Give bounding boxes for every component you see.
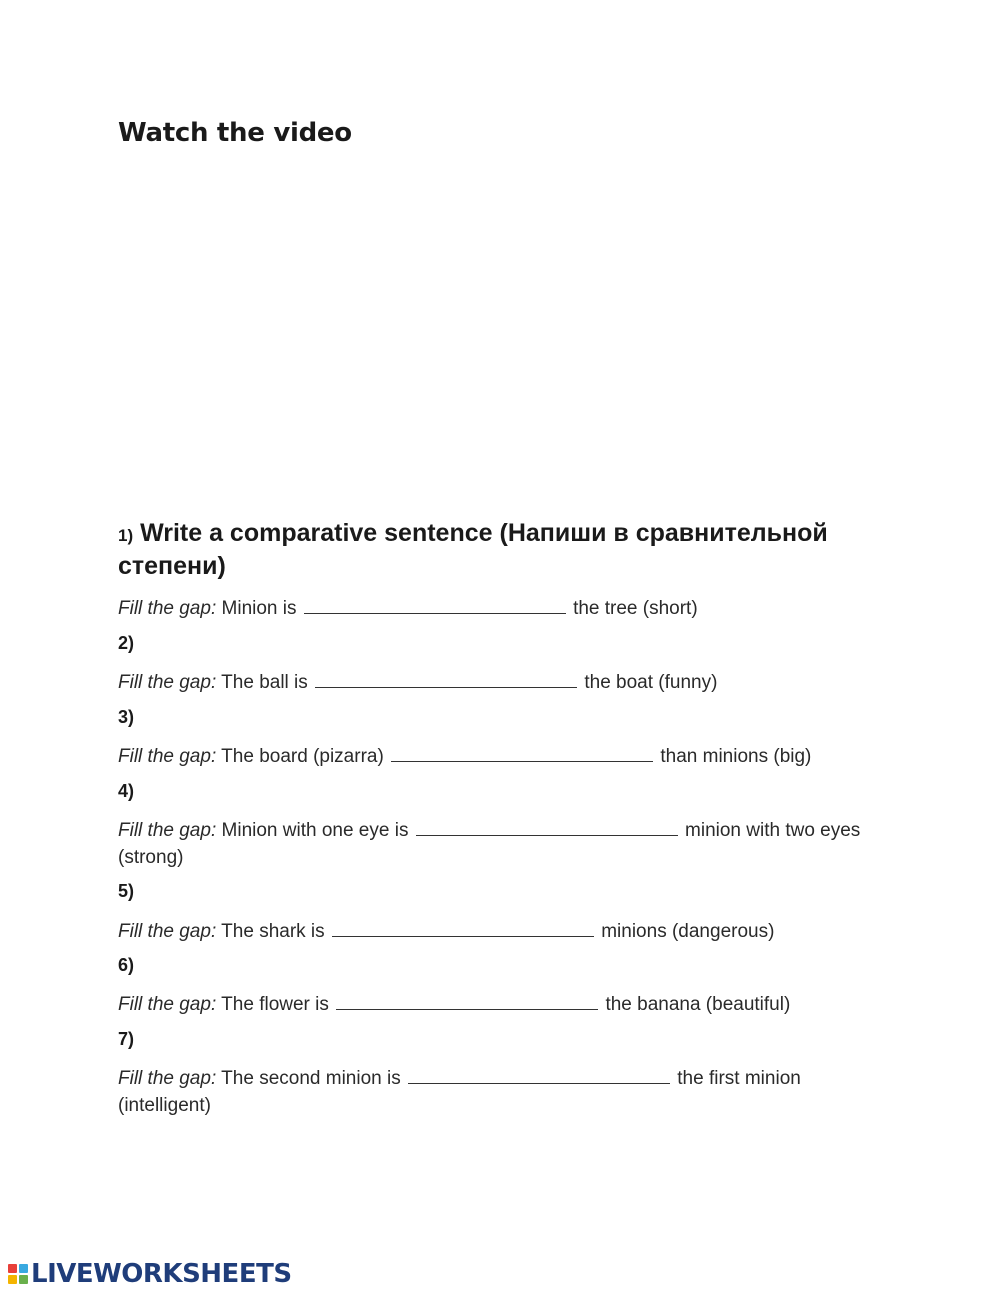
item-number: 7) bbox=[118, 1029, 135, 1049]
list-item bbox=[118, 918, 888, 945]
exercise-heading bbox=[118, 518, 898, 582]
sentence-start: The board (pizarra) bbox=[221, 746, 384, 767]
sentence-end: than minions (big) bbox=[660, 746, 812, 767]
answer-gap[interactable] bbox=[408, 1065, 670, 1084]
sentence-start: Minion is bbox=[221, 598, 297, 619]
page-title: Watch the video bbox=[118, 118, 352, 148]
fill-gap-label: Fill the gap: bbox=[118, 746, 217, 767]
sentence-start: The flower is bbox=[221, 994, 329, 1015]
sentence-start: The second minion is bbox=[221, 1068, 401, 1089]
answer-gap[interactable] bbox=[336, 991, 598, 1010]
list-item bbox=[118, 595, 888, 622]
item-number: 4) bbox=[118, 781, 135, 801]
sentence-start: Minion with one eye is bbox=[221, 820, 409, 841]
list-item bbox=[118, 991, 888, 1018]
fill-gap-label: Fill the gap: bbox=[118, 921, 217, 942]
fill-gap-label: Fill the gap: bbox=[118, 672, 217, 693]
liveworksheets-logo bbox=[8, 1259, 292, 1289]
item-number: 5) bbox=[118, 881, 135, 901]
fill-gap-label: Fill the gap: bbox=[118, 598, 217, 619]
sentence-end: the boat (funny) bbox=[584, 672, 718, 693]
item-number: 3) bbox=[118, 707, 135, 727]
answer-gap[interactable] bbox=[391, 743, 653, 762]
sentence-end: the tree (short) bbox=[573, 598, 698, 619]
sentence-end: the first minion (intelligent) bbox=[118, 1068, 801, 1116]
fill-gap-label: Fill the gap: bbox=[118, 820, 217, 841]
list-item bbox=[118, 669, 888, 696]
answer-gap[interactable] bbox=[315, 669, 577, 688]
sentence-end: the banana (beautiful) bbox=[605, 994, 791, 1015]
sentence-end: minion with two eyes (strong) bbox=[118, 820, 861, 868]
list-item bbox=[118, 743, 888, 770]
answer-gap[interactable] bbox=[416, 817, 678, 836]
answer-gap[interactable] bbox=[332, 918, 594, 937]
list-item bbox=[118, 817, 888, 871]
sentence-start: The shark is bbox=[221, 921, 325, 942]
fill-gap-label: Fill the gap: bbox=[118, 1068, 217, 1089]
logo-text: LIVEWORKSHEETS bbox=[31, 1259, 292, 1289]
logo-squares-icon bbox=[8, 1264, 28, 1284]
heading-number: 1) bbox=[118, 526, 134, 545]
item-number: 6) bbox=[118, 955, 135, 975]
sentence-start: The ball is bbox=[221, 672, 308, 693]
list-item bbox=[118, 1065, 888, 1119]
answer-gap[interactable] bbox=[304, 595, 566, 614]
sentence-end: minions (dangerous) bbox=[601, 921, 775, 942]
heading-text: Write a comparative sentence (Напиши в сравнительной степени) bbox=[118, 519, 828, 580]
fill-gap-label: Fill the gap: bbox=[118, 994, 217, 1015]
item-number: 2) bbox=[118, 633, 135, 653]
